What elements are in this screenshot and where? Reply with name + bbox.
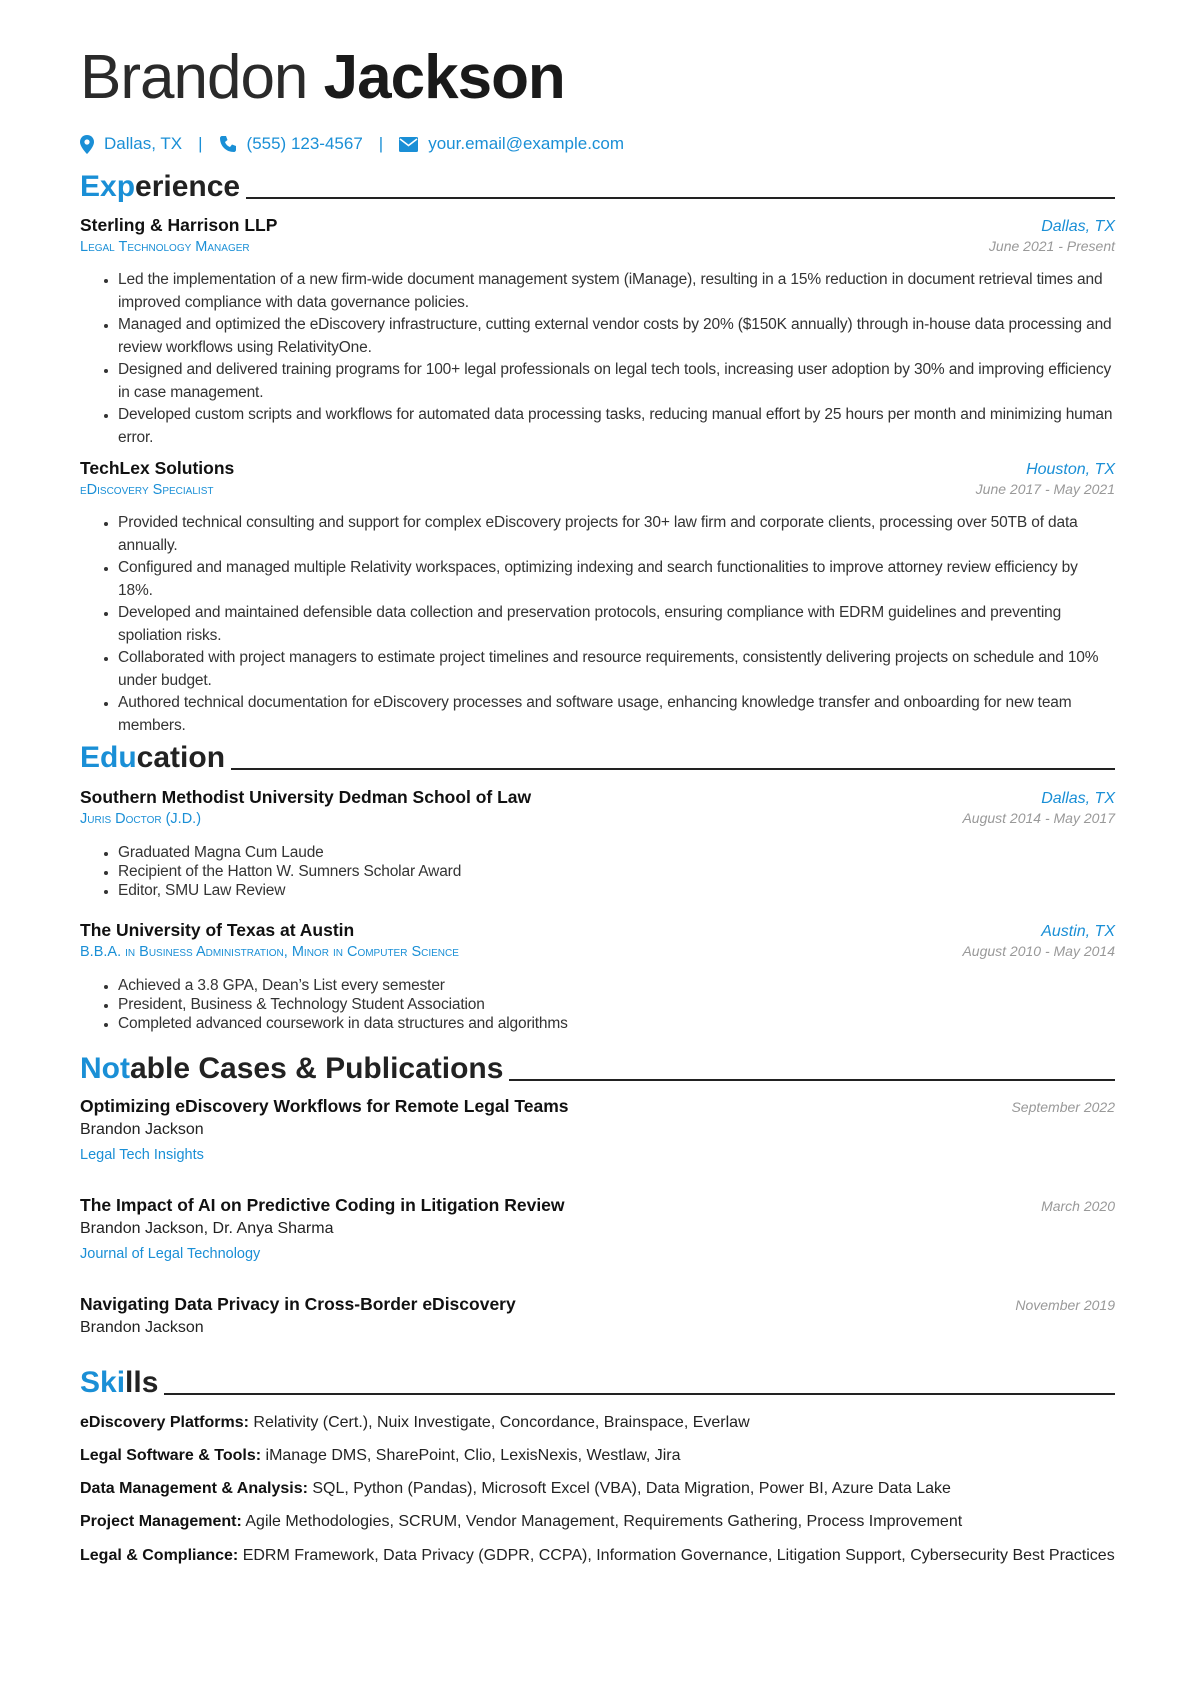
list-item: • Authored technical documentation for eDiscovery processes and software usage, enhancing knowledge transfer and onboarding for new team members. [118,692,1115,737]
degree: Juris Doctor (J.D.) [80,811,202,827]
job-title: eDiscovery Specialist [80,482,214,498]
education-dates: August 2010 - May 2014 [962,943,1115,959]
publication-authors: Brandon Jackson, Dr. Anya Sharma [80,1220,334,1237]
publication-title: Navigating Data Privacy in Cross-Border eDiscovery [80,1294,516,1314]
list-item: • Led the implementation of a new firm-wide document management system (iManage), resulting in a 15% reduction in document retrieval times and improved compliance with data governance policies. [118,269,1115,314]
school-location: Austin, TX [1041,923,1115,940]
publication-venue[interactable]: Legal Tech Insights [80,1147,204,1163]
school-name: The University of Texas at Austin [80,920,355,940]
publication-authors: Brandon Jackson [80,1121,204,1138]
candidate-name: Brandon Jackson [80,43,565,112]
school-location: Dallas, TX [1041,790,1115,807]
publication-date: November 2019 [1015,1297,1115,1313]
company-name: Sterling & Harrison LLP [80,215,278,235]
section-heading-publications: Not able Cases & Publications [80,1052,1115,1086]
publication-entry [80,1096,1115,1167]
phone-icon [219,135,237,153]
job-dates: June 2021 - Present [988,238,1115,254]
skill-row: Legal & Compliance: EDRM Framework, Data Privacy (GDPR, CCPA), Information Governance, Litigation Support, Cybersecurity Best Practices [80,1547,1115,1564]
list-item: • Recipient of the Hatton W. Sumners Scholar Award [118,862,1115,881]
skill-row: eDiscovery Platforms: Relativity (Cert.), Nuix Investigate, Concordance, Brainspace, Everlaw [80,1414,750,1431]
list-item: • Designed and delivered training programs for 100+ legal professionals on legal tech tools, increasing user adoption by 30% and improving efficiency in case management. [118,359,1115,404]
list-item: • Collaborated with project managers to estimate project timelines and resource requirements, consistently delivering projects on schedule and 10% under budget. [118,647,1115,692]
publication-title: Optimizing eDiscovery Workflows for Remote Legal Teams [80,1096,569,1116]
list-item: • Developed and maintained defensible data collection and preservation protocols, ensuring compliance with EDRM guidelines and preventing spoliation risks. [118,602,1115,647]
list-item: • Provided technical consulting and support for complex eDiscovery projects for 30+ law firm and corporate clients, processing over 50TB of data annually. [118,512,1115,557]
publication-entry [80,1195,1115,1266]
list-item: • Graduated Magna Cum Laude [118,843,1115,862]
publication-venue[interactable]: Journal of Legal Technology [80,1246,261,1262]
divider [231,768,1115,770]
education-entry [80,920,1115,1033]
education-entry [80,787,1115,900]
bullet-list [80,843,1115,900]
company-name: TechLex Solutions [80,458,235,478]
job-title: Legal Technology Manager [80,239,250,255]
job-location: Dallas, TX [1041,218,1115,235]
location: Dallas, TX [104,134,183,153]
separator: | [198,134,203,153]
section-heading-experience: Exp erience [80,170,1115,204]
job-location: Houston, TX [1026,461,1115,478]
list-item: • Completed advanced coursework in data structures and algorithms [118,1014,1115,1033]
publication-authors: Brandon Jackson [80,1319,204,1336]
bullet-list [80,976,1115,1033]
education-dates: August 2014 - May 2017 [962,810,1115,826]
divider [509,1079,1115,1081]
divider [246,197,1115,199]
list-item: • Achieved a 3.8 GPA, Dean’s List every semester [118,976,1115,995]
publication-entry [80,1294,1115,1341]
map-pin-icon [80,135,94,154]
list-item: • Configured and managed multiple Relativity workspaces, optimizing indexing and search functionalities to improve attorney review efficiency by 18%. [118,557,1115,602]
degree: B.B.A. in Business Administration, Minor in Computer Science [80,944,459,960]
list-item: • President, Business & Technology Student Association [118,995,1115,1014]
publication-date: March 2020 [1041,1198,1115,1214]
bullet-list [80,512,1115,737]
section-heading-skills: Ski lls [80,1366,1115,1400]
skill-row: Data Management & Analysis: SQL, Python (Pandas), Microsoft Excel (VBA), Data Migration, Power BI, Azure Data Lake [80,1480,951,1497]
section-heading-education: Edu cation [80,741,1115,775]
list-item: • Developed custom scripts and workflows for automated data processing tasks, reducing manual effort by 25 hours per month and minimizing human error. [118,404,1115,449]
list-item: • Managed and optimized the eDiscovery infrastructure, cutting external vendor costs by 20% ($150K annually) through in-house data processing and review workflows using RelativityOne. [118,314,1115,359]
publication-date: September 2022 [1011,1099,1115,1115]
contact-bar [80,134,1115,154]
bullet-list [80,269,1115,449]
school-name: Southern Methodist University Dedman School of Law [80,787,532,807]
divider [164,1393,1115,1395]
envelope-icon [399,137,418,152]
skill-row: Legal Software & Tools: iManage DMS, SharePoint, Clio, LexisNexis, Westlaw, Jira [80,1447,681,1464]
experience-entry [80,215,1115,449]
phone[interactable]: (555) 123-4567 [246,134,363,153]
separator: | [378,134,384,153]
skill-row: Project Management: Agile Methodologies, SCRUM, Vendor Management, Requirements Gathering, Process Improvement [80,1513,963,1530]
email-link[interactable]: your.email@example.com [428,134,625,153]
experience-entry [80,458,1115,737]
publication-title: The Impact of AI on Predictive Coding in Litigation Review [80,1195,565,1215]
list-item: • Editor, SMU Law Review [118,881,1115,900]
job-dates: June 2017 - May 2021 [975,481,1115,497]
